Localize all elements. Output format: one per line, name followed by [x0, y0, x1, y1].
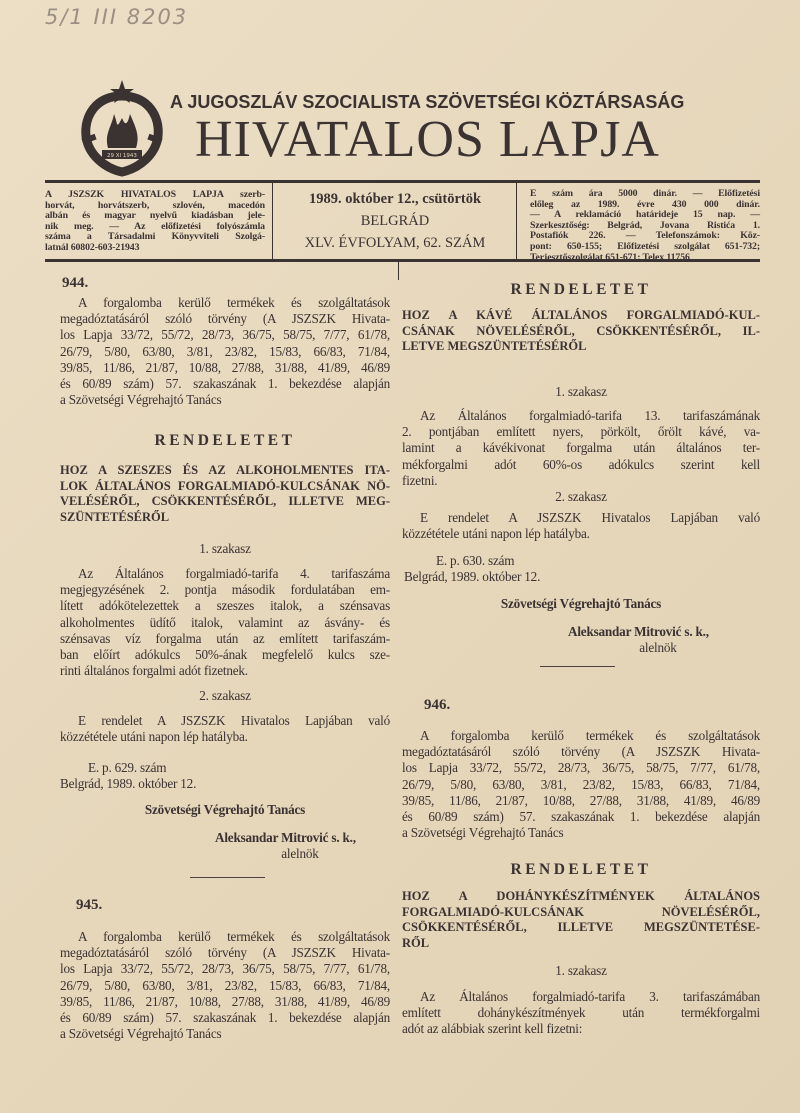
separator-line [190, 877, 265, 878]
doc944-heading [60, 463, 390, 525]
doc946-rendeletet: RENDELETET [510, 861, 652, 878]
state-emblem-icon [78, 78, 166, 178]
text-line: Az Általános forgalmiadó-tarifa 13. tarifaszámának [420, 408, 760, 423]
doc945-heading [402, 308, 760, 355]
doc944-reference: E. p. 629. szám [88, 760, 167, 775]
text-line: száma a Társadalmi Könyvviteli Szolgá- [45, 231, 265, 243]
header-top-rule [45, 180, 760, 183]
doc944-section1-text [60, 566, 390, 679]
text-line: és 60/89 szám) 57. szakaszának 1. bekezdése alapján [60, 376, 390, 392]
text-line: előleg az 1989. évre 430 000 dinár. [530, 198, 760, 210]
text-line: 39/85, 11/86, 21/87, 10/88, 27/88, 31/88, 41/89, 46/89 [60, 359, 390, 375]
text-line: FORGALMIADÓ-KULCSÁNAK NÖVELÉSÉRŐL, [402, 904, 760, 919]
text-line: los Lapja 33/72, 55/72, 28/73, 36/75, 58/75, 7/77, 61/78, [60, 327, 390, 343]
doc945-rendeletet: RENDELETET [510, 281, 652, 298]
text-line: 39/85, 11/86, 21/87, 10/88, 27/88, 31/88, 41/89, 46/89 [402, 792, 760, 808]
doc944-rendeletet: RENDELETET [154, 432, 296, 449]
doc945-signer: Aleksandar Mitrović s. k., [568, 624, 709, 639]
doc944-signer: Aleksandar Mitrović s. k., [215, 830, 356, 845]
doc945-section1-text [402, 408, 760, 489]
text-line: E szám ára 5000 dinár. — Előfizetési [530, 188, 760, 199]
svg-text:29 XI 1943: 29 XI 1943 [107, 153, 137, 159]
doc946-section1-text [402, 989, 760, 1038]
column-divider [398, 262, 399, 280]
text-line: pont: 650-155; Előfizetési szolgálat 651-732; [530, 240, 760, 252]
text-line: A forgalomba kerülő termékek és szolgáltatások [78, 929, 390, 944]
text-line: VELÉSÉRŐL, CSÖKKENTÉSÉRŐL, ILLETVE MEG- [60, 494, 390, 509]
doc945-preamble [60, 929, 390, 1042]
text-line: horvát, horvátszerb, szlovén, macedón [45, 199, 265, 211]
doc945-section2-title: 2. szakasz [555, 489, 607, 504]
text-line: HOZ A SZESZES ÉS AZ ALKOHOLMENTES ITA- [60, 463, 390, 477]
text-line: alkoholmentes üdítő italok, valamint az ásvány- és [60, 614, 390, 630]
text-line: a Szövetségi Végrehajtó Tanács [402, 825, 564, 841]
text-line: fizetni. [402, 472, 438, 488]
issue-place: BELGRÁD [360, 213, 430, 229]
doc944-council: Szövetségi Végrehajtó Tanács [144, 802, 306, 817]
text-line: HOZ A DOHÁNYKÉSZÍTMÉNYEK ÁLTALÁNOS [402, 889, 760, 903]
text-line: Postafiók 226. — Telefonszámok: Köz- [530, 230, 760, 242]
text-line: rinti általános forgalmi adót fizetnek. [60, 663, 248, 679]
text-line: LOK ÁLTALÁNOS FORGALMIADÓ-KULCSÁNAK NÖ- [60, 478, 390, 493]
text-line: megjegyzésének 2. pontja második fordulatában em- [60, 582, 390, 598]
text-line: CSÖKKENTÉSÉRŐL, ILLETVE MEGSZÜNTETÉSE- [402, 920, 760, 935]
text-line: Szerkesztőség: Belgrád, Jovana Ristića 1. [530, 219, 760, 231]
doc944-section1-title: 1. szakasz [199, 541, 251, 556]
text-line: A forgalomba kerülő termékek és szolgáltatások [78, 295, 390, 310]
doc944-section2-text [60, 713, 390, 745]
text-line: HOZ A KÁVÉ ÁLTALÁNOS FORGALMIADÓ-KUL- [402, 308, 760, 322]
text-line: 26/79, 5/80, 63/80, 3/81, 23/82, 15/83, 66/83, 71/84, [60, 977, 390, 993]
doc-number-944: 944. [62, 275, 89, 291]
header-subscription-info [45, 190, 265, 254]
text-line: A JSZSZK HIVATALOS LAPJA szerb- [45, 189, 265, 200]
text-line: és 60/89 szám) 57. szakaszának 1. bekezdése alapján [60, 1010, 390, 1026]
doc945-council: Szövetségi Végrehajtó Tanács [500, 596, 662, 611]
doc944-signer-title: alelnök [281, 846, 319, 861]
doc946-preamble [402, 728, 760, 841]
text-line: lített adókötelezettek a szeszes italok, a szénsavas [60, 598, 390, 614]
text-line: SZÜNTETÉSÉRŐL [60, 509, 170, 524]
text-line: — A reklamáció határideje 15 nap. — [530, 209, 760, 221]
text-line: mékforgalmi adót 60%-os adókulcs szerint kell [402, 456, 760, 472]
text-line: megadóztatásáról szóló törvény (A JSZSZK Hivata- [402, 744, 760, 760]
text-line: 26/79, 5/80, 63/80, 3/81, 23/82, 15/83, 66/83, 71/84, [402, 776, 760, 792]
text-line: és 60/89 szám) 57. szakaszának 1. bekezdése alapján [402, 809, 760, 825]
text-line: albán és magyar nyelvű kiadásban jele- [45, 210, 265, 222]
text-line: A forgalomba kerülő termékek és szolgáltatások [420, 728, 760, 743]
masthead-title: HIVATALOS LAPJA [195, 111, 660, 168]
text-line: RŐL [402, 935, 430, 950]
header-divider-left [272, 183, 273, 259]
text-line: a Szövetségi Végrehajtó Tanács [60, 1026, 222, 1042]
doc-number-946: 946. [424, 697, 451, 713]
text-line: megadóztatásáról szóló törvény (A JSZSZK Hivata- [60, 945, 390, 961]
text-line: a Szövetségi Végrehajtó Tanács [60, 392, 222, 408]
text-line: nik meg. — Az előfizetési folyószámla [45, 220, 265, 232]
text-line: CSÁNAK NÖVELÉSÉRŐL, CSÖKKENTÉSÉRŐL, IL- [402, 323, 760, 338]
doc944-preamble [60, 295, 390, 408]
doc946-section1-title: 1. szakasz [555, 963, 607, 978]
issue-date: 1989. október 12., csütörtök [308, 191, 482, 207]
doc944-section2-title: 2. szakasz [199, 688, 251, 703]
header-price-contact-info [530, 189, 760, 263]
text-line: E rendelet A JSZSZK Hivatalos Lapjában való [420, 510, 760, 525]
handwritten-note: 5/1 III 8203 [45, 5, 189, 29]
text-line: latnál 60802-603-21943 [45, 241, 140, 253]
text-line: ban előírt adókulcs 50%-ának megfelelő kulcs sze- [60, 647, 390, 663]
doc-number-945: 945. [76, 897, 103, 913]
doc945-section1-title: 1. szakasz [555, 384, 607, 399]
text-line: megadóztatásáról szóló törvény (A JSZSZK Hivata- [60, 311, 390, 327]
doc945-signer-title: alelnök [639, 640, 677, 655]
text-line: Az Általános forgalmiadó-tarifa 4. tarifaszáma [78, 566, 390, 581]
doc946-heading [402, 889, 760, 951]
text-line: közzététele utáni napon lép hatályba. [60, 729, 248, 745]
text-line: E rendelet A JSZSZK Hivatalos Lapjában való [78, 713, 390, 728]
text-line: 2. pontjában említett nyers, pörkölt, őrölt kávé, va- [402, 424, 760, 440]
doc945-place-date: Belgrád, 1989. október 12. [404, 569, 541, 584]
separator-line [540, 666, 615, 667]
text-line: 39/85, 11/86, 21/87, 10/88, 27/88, 31/88, 41/89, 46/89 [60, 993, 390, 1009]
text-line: adót az alábbiak szerint kell fizetni: [402, 1021, 583, 1037]
text-line: 26/79, 5/80, 63/80, 3/81, 23/82, 15/83, 66/83, 71/84, [60, 343, 390, 359]
text-line: említett dohánykészítmények után termékforgalmi [402, 1005, 760, 1021]
header-divider-right [516, 183, 517, 259]
issue-volume: XLV. ÉVFOLYAM, 62. SZÁM [304, 235, 486, 251]
doc945-reference: E. p. 630. szám [436, 553, 515, 568]
text-line: LETVE MEGSZÜNTETÉSÉRŐL [402, 339, 587, 354]
text-line: Az Általános forgalmiadó-tarifa 3. tarifaszámában [420, 989, 760, 1004]
doc945-section2-text [402, 510, 760, 542]
text-line: lamint a kávékivonat forgalma után általános ter- [402, 440, 760, 456]
masthead-supertitle: A JUGOSZLÁV SZOCIALISTA SZÖVETSÉGI KÖZTÁRSASÁG [170, 92, 685, 112]
text-line: közzététele utáni napon lép hatályba. [402, 526, 590, 542]
doc944-place-date: Belgrád, 1989. október 12. [60, 776, 197, 791]
text-line: Terjesztőszolgálat 651-671; Telex 11756 [530, 251, 690, 263]
text-line: szénsavas víz forgalma után az említett tarifaszám- [60, 630, 390, 646]
text-line: los Lapja 33/72, 55/72, 28/73, 36/75, 58/75, 7/77, 61/78, [402, 760, 760, 776]
text-line: los Lapja 33/72, 55/72, 28/73, 36/75, 58/75, 7/77, 61/78, [60, 961, 390, 977]
